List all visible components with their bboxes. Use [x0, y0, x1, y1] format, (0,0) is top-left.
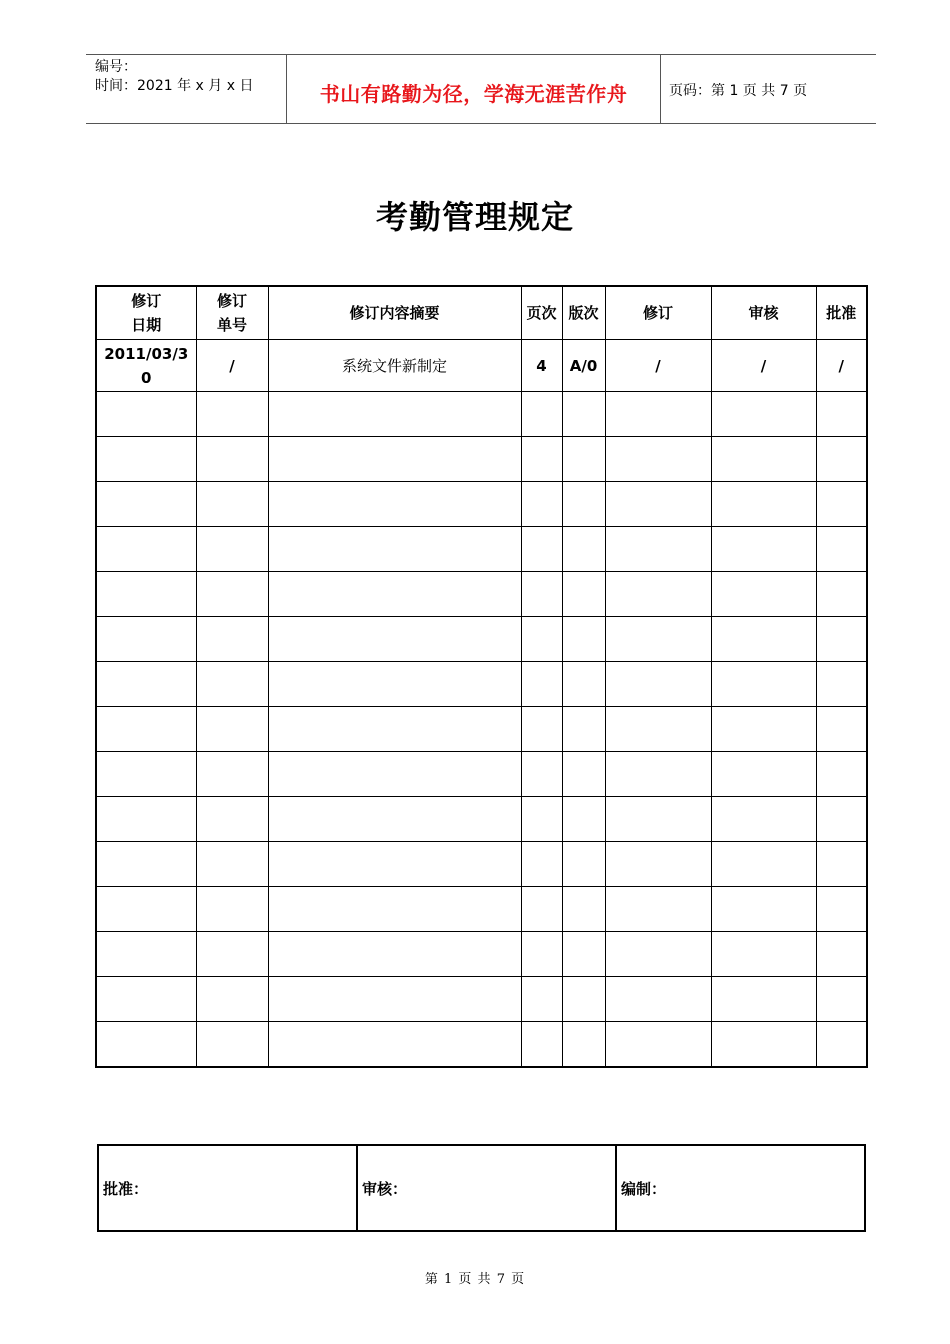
empty-cell — [268, 707, 521, 752]
empty-cell — [562, 887, 605, 932]
empty-cell — [96, 977, 196, 1022]
empty-cell — [711, 752, 816, 797]
approved-by-cell: / — [816, 340, 867, 392]
empty-cell — [562, 662, 605, 707]
empty-cell — [521, 617, 562, 662]
empty-cell — [268, 482, 521, 527]
empty-cell — [605, 437, 711, 482]
empty-cell — [562, 437, 605, 482]
empty-cell — [268, 932, 521, 977]
empty-cell — [711, 617, 816, 662]
empty-cell — [521, 797, 562, 842]
empty-cell — [96, 797, 196, 842]
revised-by-cell: / — [605, 340, 711, 392]
empty-cell — [711, 572, 816, 617]
empty-cell — [605, 977, 711, 1022]
header-motto: 书山有路勤为径，学海无涯苦作舟 — [319, 82, 628, 106]
empty-cell — [816, 1022, 867, 1068]
empty-cell — [816, 752, 867, 797]
header-text: 修订 单号 — [216, 292, 247, 334]
revision-table-header-row — [96, 286, 867, 340]
empty-cell — [816, 932, 867, 977]
empty-cell — [816, 842, 867, 887]
empty-cell — [268, 572, 521, 617]
empty-cell — [605, 662, 711, 707]
empty-cell — [196, 1022, 268, 1068]
document-header — [86, 54, 876, 124]
document-title: 考勤管理规定 — [375, 198, 574, 236]
empty-cell — [562, 842, 605, 887]
table-row — [96, 977, 867, 1022]
empty-cell — [196, 617, 268, 662]
page-footer: 第 1 页 共 7 页 — [424, 1272, 526, 1287]
header-meta-cell — [86, 55, 287, 123]
empty-cell — [196, 707, 268, 752]
empty-cell — [605, 617, 711, 662]
header-page-info: 页码：第 1 页 共 7 页 — [669, 83, 808, 99]
empty-cell — [562, 752, 605, 797]
column-header-revised-by: 修订 — [605, 286, 711, 340]
empty-cell — [196, 887, 268, 932]
empty-cell — [711, 392, 816, 437]
empty-cell — [605, 392, 711, 437]
table-row — [96, 482, 867, 527]
signoff-row — [98, 1145, 865, 1231]
column-header-revision-summary: 修订内容摘要 — [268, 286, 521, 340]
column-header-approved-by: 批准 — [816, 286, 867, 340]
empty-cell — [562, 617, 605, 662]
empty-cell — [196, 392, 268, 437]
review-field: 审核： — [357, 1145, 616, 1231]
empty-cell — [605, 527, 711, 572]
empty-cell — [196, 437, 268, 482]
empty-cell — [711, 437, 816, 482]
empty-cell — [605, 707, 711, 752]
table-row — [96, 707, 867, 752]
empty-cell — [711, 527, 816, 572]
empty-cell — [96, 932, 196, 977]
empty-cell — [605, 887, 711, 932]
column-header-revision-date — [96, 286, 196, 340]
empty-cell — [562, 932, 605, 977]
header-page-cell — [661, 55, 876, 123]
table-row — [96, 437, 867, 482]
empty-cell — [816, 572, 867, 617]
pages-cell: 4 — [521, 340, 562, 392]
empty-cell — [521, 842, 562, 887]
empty-cell — [562, 707, 605, 752]
empty-cell — [196, 842, 268, 887]
empty-cell — [268, 662, 521, 707]
empty-cell — [521, 527, 562, 572]
empty-cell — [268, 797, 521, 842]
empty-cell — [605, 797, 711, 842]
empty-cell — [816, 977, 867, 1022]
empty-cell — [196, 482, 268, 527]
empty-cell — [562, 1022, 605, 1068]
empty-cell — [521, 752, 562, 797]
empty-cell — [816, 482, 867, 527]
empty-cell — [562, 977, 605, 1022]
table-row — [96, 527, 867, 572]
version-cell: A/0 — [562, 340, 605, 392]
table-row — [96, 662, 867, 707]
empty-cell — [562, 797, 605, 842]
empty-cell — [521, 572, 562, 617]
empty-cell — [521, 482, 562, 527]
empty-cell — [521, 662, 562, 707]
empty-cell — [605, 932, 711, 977]
empty-cell — [711, 977, 816, 1022]
prepare-field: 编制： — [616, 1145, 865, 1231]
empty-cell — [816, 707, 867, 752]
empty-cell — [196, 932, 268, 977]
empty-cell — [96, 1022, 196, 1068]
empty-cell — [605, 1022, 711, 1068]
empty-cell — [816, 392, 867, 437]
column-header-revision-number — [196, 286, 268, 340]
document-time-label: 时间：2021 年 x 月 x 日 — [95, 78, 254, 94]
empty-cell — [268, 1022, 521, 1068]
empty-cell — [268, 617, 521, 662]
empty-cell — [96, 752, 196, 797]
column-header-reviewed-by: 审核 — [711, 286, 816, 340]
empty-cell — [521, 932, 562, 977]
empty-cell — [268, 437, 521, 482]
revision-date-cell — [96, 340, 196, 392]
empty-cell — [711, 1022, 816, 1068]
empty-cell — [521, 977, 562, 1022]
empty-cell — [605, 752, 711, 797]
empty-cell — [816, 887, 867, 932]
empty-cell — [605, 482, 711, 527]
empty-cell — [196, 797, 268, 842]
reviewed-by-cell: / — [711, 340, 816, 392]
empty-cell — [196, 662, 268, 707]
empty-cell — [562, 572, 605, 617]
empty-cell — [562, 482, 605, 527]
empty-cell — [96, 437, 196, 482]
empty-cell — [96, 662, 196, 707]
revision-number-cell: / — [196, 340, 268, 392]
cell-text: 2011/03/3 0 — [104, 344, 189, 387]
table-row — [96, 340, 867, 392]
empty-cell — [605, 842, 711, 887]
empty-cell — [96, 392, 196, 437]
empty-cell — [521, 437, 562, 482]
table-row — [96, 797, 867, 842]
empty-cell — [816, 662, 867, 707]
empty-cell — [268, 527, 521, 572]
empty-cell — [521, 887, 562, 932]
empty-cell — [521, 1022, 562, 1068]
header-text: 修订 日期 — [131, 292, 162, 334]
empty-cell — [96, 527, 196, 572]
empty-cell — [96, 482, 196, 527]
empty-cell — [268, 887, 521, 932]
empty-cell — [562, 392, 605, 437]
empty-cell — [96, 617, 196, 662]
empty-cell — [196, 527, 268, 572]
column-header-version: 版次 — [562, 286, 605, 340]
empty-cell — [96, 572, 196, 617]
revision-table — [95, 285, 868, 1068]
empty-cell — [711, 707, 816, 752]
empty-cell — [196, 572, 268, 617]
empty-cell — [521, 707, 562, 752]
empty-cell — [711, 842, 816, 887]
table-row — [96, 887, 867, 932]
empty-cell — [96, 842, 196, 887]
empty-cell — [816, 797, 867, 842]
header-motto-cell — [287, 55, 661, 123]
approve-field: 批准： — [98, 1145, 357, 1231]
empty-cell — [711, 797, 816, 842]
empty-cell — [816, 617, 867, 662]
table-row — [96, 1022, 867, 1068]
empty-cell — [96, 707, 196, 752]
empty-cell — [711, 662, 816, 707]
empty-cell — [562, 527, 605, 572]
empty-cell — [816, 527, 867, 572]
empty-cell — [711, 887, 816, 932]
table-row — [96, 842, 867, 887]
empty-cell — [268, 842, 521, 887]
column-header-pages: 页次 — [521, 286, 562, 340]
empty-cell — [268, 752, 521, 797]
empty-cell — [711, 482, 816, 527]
table-row — [96, 617, 867, 662]
empty-cell — [711, 932, 816, 977]
table-row — [96, 572, 867, 617]
empty-cell — [196, 977, 268, 1022]
empty-cell — [816, 437, 867, 482]
document-number-label: 编号： — [95, 59, 137, 75]
table-row — [96, 932, 867, 977]
empty-cell — [521, 392, 562, 437]
table-row — [96, 392, 867, 437]
empty-cell — [268, 392, 521, 437]
empty-cell — [196, 752, 268, 797]
empty-cell — [268, 977, 521, 1022]
empty-cell — [605, 572, 711, 617]
empty-cell — [96, 887, 196, 932]
table-row — [96, 752, 867, 797]
revision-summary-cell: 系统文件新制定 — [268, 340, 521, 392]
signoff-table — [97, 1144, 866, 1232]
